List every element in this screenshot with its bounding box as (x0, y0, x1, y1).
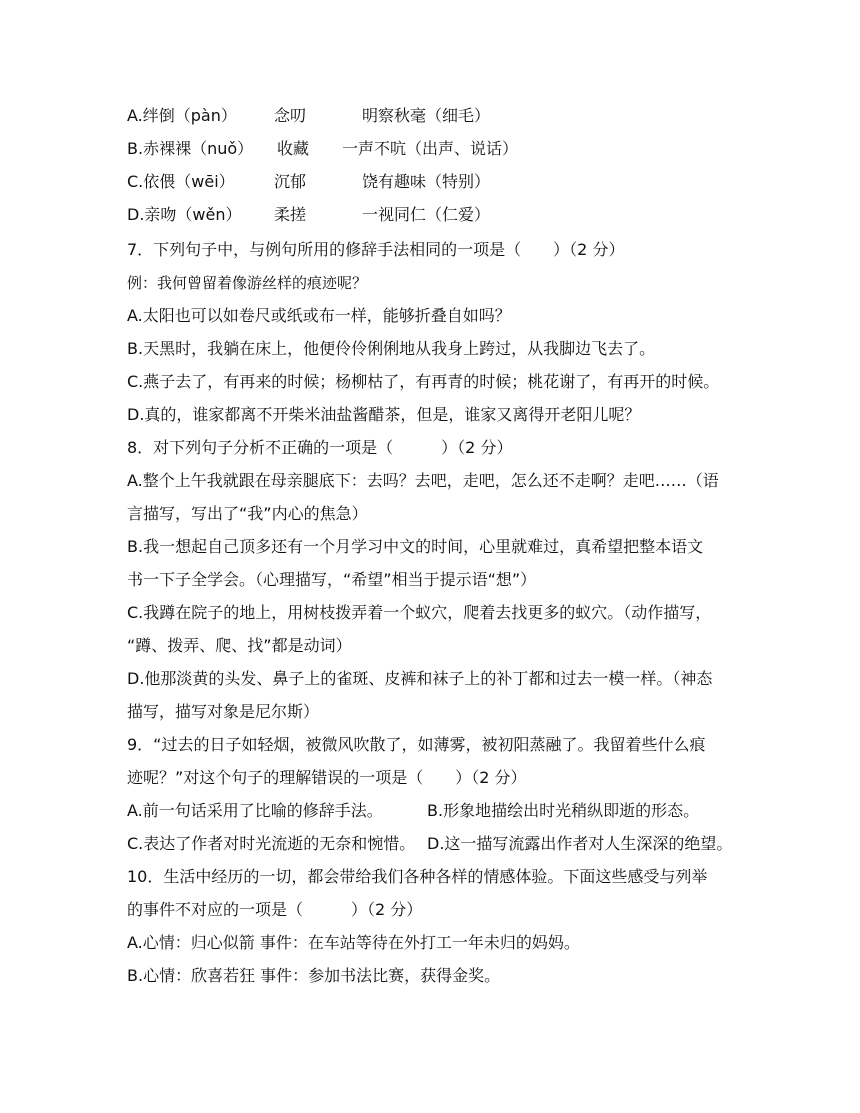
q6-option-a-word2: 念叨 (274, 106, 307, 125)
q10-stem-line2: 的事件不对应的一项是（ ）（2 分） (127, 900, 423, 919)
q6-option-b-word3: 一声不吭（出声、说话） (342, 139, 519, 158)
q8-option-b-line2: 书一下子全学会。（心理描写，“希望”相当于提示语“想”） (127, 570, 537, 589)
q7-stem: 7．下列句子中，与例句所用的修辞手法相同的一项是（ ）（2 分） (127, 240, 625, 259)
q6-option-a-label: A.绊倒（pàn） (127, 106, 237, 125)
q9-option-d: D.这一描写流露出作者对人生深深的绝望。 (427, 834, 733, 853)
q8-stem: 8．对下列句子分析不正确的一项是（ ）（2 分） (127, 438, 513, 457)
q8-option-c-line1: C.我蹲在院子的地上，用树枝拨弄着一个蚁穴，爬着去找更多的蚁穴。（动作描写， (127, 603, 712, 622)
q6-option-d-label: D.亲吻（wěn） (127, 205, 242, 224)
q9-stem-line1: 9．“过去的日子如轻烟，被微风吹散了，如薄雾，被初阳蒸融了。我留着些什么痕 (127, 735, 706, 754)
q6-option-d-word2: 柔搓 (274, 205, 307, 224)
q9-option-c: C.表达了作者对时光流逝的无奈和惋惜。 (127, 834, 416, 853)
q7-option-d: D.真的，谁家都离不开柴米油盐酱醋茶，但是，谁家又离得开老阳儿呢？ (127, 405, 641, 424)
q9-option-b: B.形象地描绘出时光稍纵即逝的形态。 (427, 801, 700, 820)
q6-option-b-label: B.赤裸裸（nuǒ） (127, 139, 254, 158)
q6-option-d-word3: 一视同仁（仁爱） (362, 205, 491, 224)
q10-option-a: A.心情：归心似箭 事件：在车站等待在外打工一年未归的妈妈。 (127, 933, 580, 952)
q9-option-a: A.前一句话采用了比喻的修辞手法。 (127, 801, 383, 820)
q6-option-b-word2: 收藏 (277, 139, 310, 158)
q9-stem-line2: 迹呢？”对这个句子的理解错误的一项是（ ）（2 分） (127, 768, 527, 787)
q7-example: 例：我何曾留着像游丝样的痕迹呢？ (127, 274, 368, 292)
q6-option-c-word2: 沉郁 (274, 172, 307, 191)
q8-option-b-line1: B.我一想起自己顶多还有一个月学习中文的时间，心里就难过，真希望把整本语文 (127, 537, 704, 556)
q7-option-c: C.燕子去了，有再来的时候；杨柳枯了，有再青的时候；桃花谢了，有再开的时候。 (127, 372, 720, 391)
q6-option-a-word3: 明察秋毫（细毛） (362, 106, 491, 125)
q8-option-d-line2: 描写，描写对象是尼尔斯） (127, 702, 320, 721)
q7-option-a: A.太阳也可以如卷尺或纸或布一样，能够折叠自如吗？ (127, 306, 511, 325)
q8-option-a-line2: 言描写，写出了“我”内心的焦急） (127, 504, 368, 523)
q6-option-c-word3: 饶有趣味（特别） (362, 172, 491, 191)
q8-option-c-line2: “蹲、拨弄、爬、找”都是动词） (127, 636, 352, 655)
q8-option-d-line1: D.他那淡黄的头发、鼻子上的雀斑、皮裤和袜子上的补丁都和过去一模一样。（神态 (127, 669, 713, 688)
q6-option-c-label: C.依偎（wēi） (127, 172, 235, 191)
q7-option-b: B.天黑时，我躺在床上，他便伶伶俐俐地从我身上跨过，从我脚边飞去了。 (127, 339, 656, 358)
q10-stem-line1: 10．生活中经历的一切，都会带给我们各种各样的情感体验。下面这些感受与列举 (127, 867, 708, 886)
q10-option-b: B.心情：欣喜若狂 事件：参加书法比赛，获得金奖。 (127, 966, 501, 985)
q8-option-a-line1: A.整个上午我就跟在母亲腿底下：去吗？去吧，走吧，怎么还不走啊？走吧……（语 (127, 471, 719, 490)
